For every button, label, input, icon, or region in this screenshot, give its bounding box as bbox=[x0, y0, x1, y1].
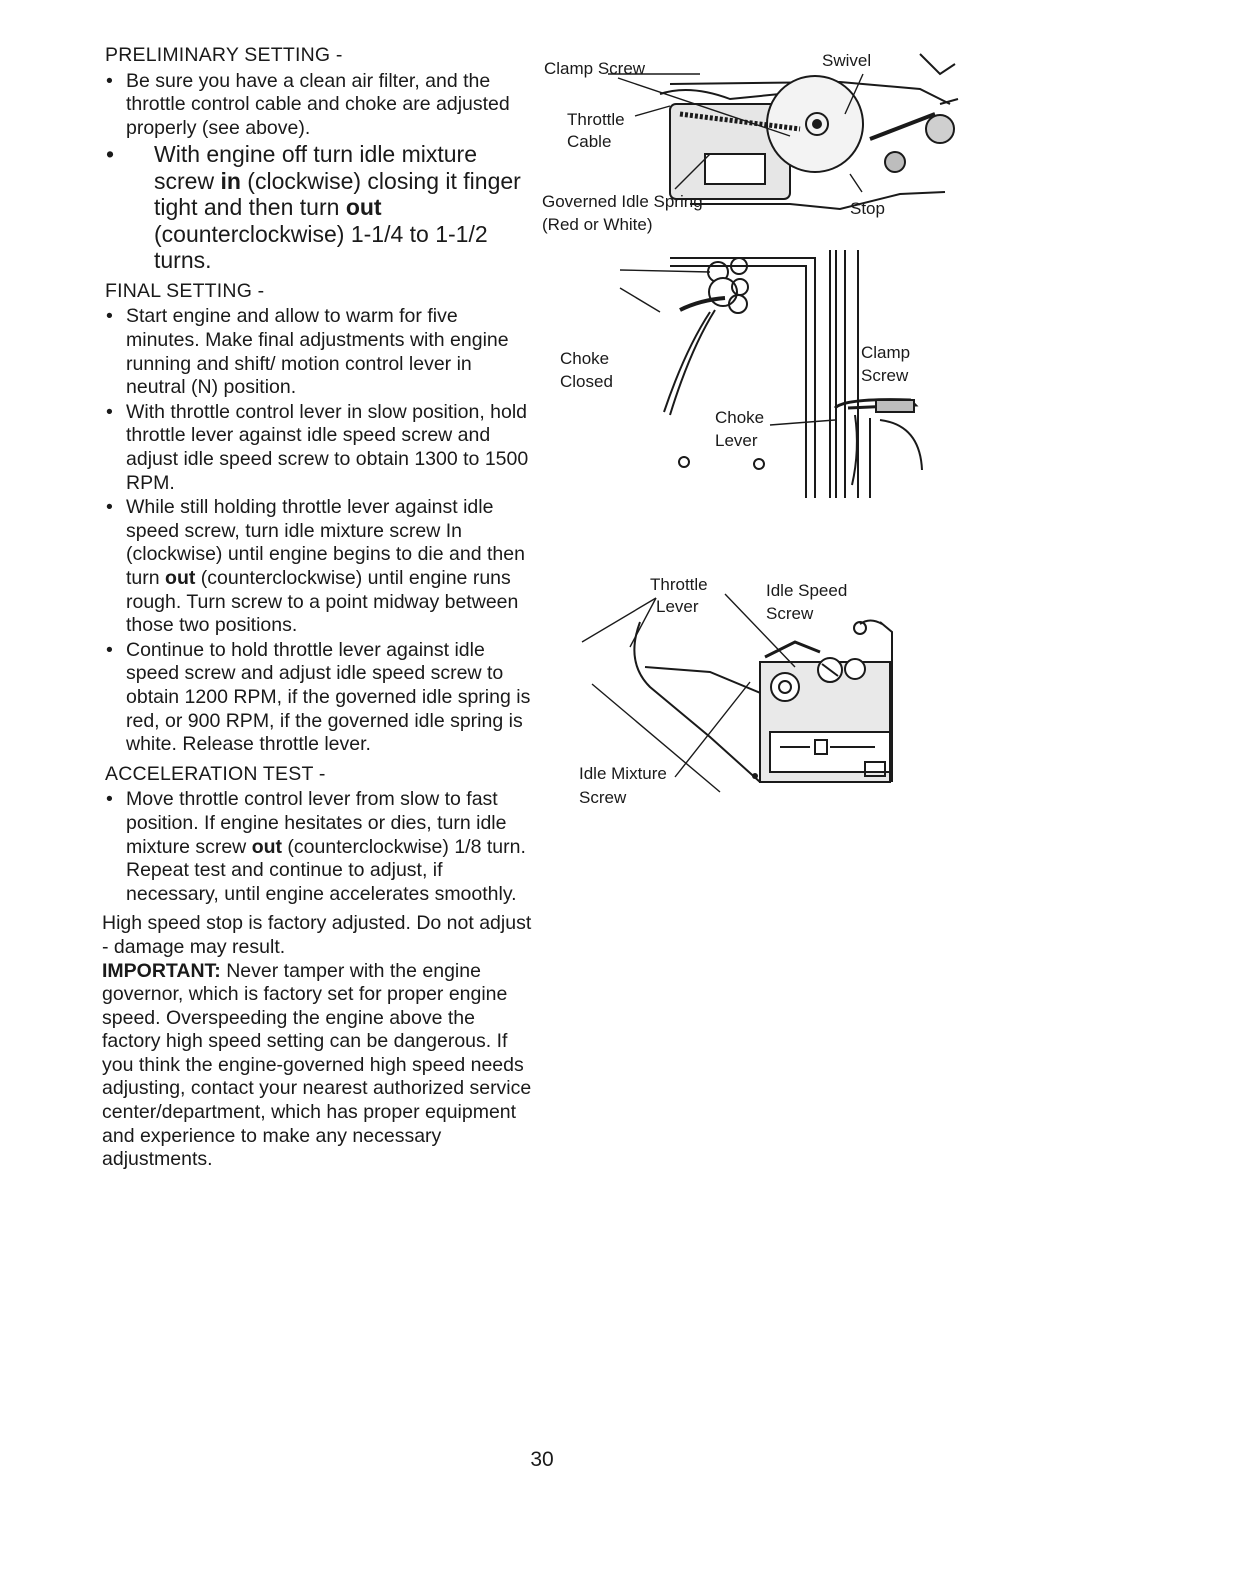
label-stop: Stop bbox=[850, 199, 885, 218]
label-choke-lever-top: Choke bbox=[715, 408, 765, 427]
page-number: 30 bbox=[530, 1448, 554, 1471]
list-item: • While still holding throttle lever against idle speed screw, turn idle mixture screw In (clockwise) until engine begins to die and then turn out (counterclockwise) until engine runs rough. Turn screw to a point midway between those two positions. bbox=[102, 496, 534, 638]
label-throttle: Throttle bbox=[650, 575, 708, 594]
label-clamp-screw: Clamp Screw bbox=[544, 59, 646, 78]
figure-carburetor-linkage bbox=[540, 44, 960, 244]
label-screw-2: Screw bbox=[579, 788, 627, 807]
idle-adjustment-illustration bbox=[570, 572, 910, 812]
label-cable: Cable bbox=[567, 132, 612, 151]
acceleration-list bbox=[102, 788, 534, 906]
label-idle-mixture: Idle Mixture bbox=[579, 764, 667, 783]
label-closed: Closed bbox=[560, 372, 613, 391]
label-governed-idle-spring: Governed Idle Spring bbox=[542, 192, 703, 211]
important-note: IMPORTANT: Never tamper with the engine governor, which is factory set for proper engine speed. Overspeeding the engine above the factory high speed setting can be dangerous. If you think the engine-governed high speed needs adjusting, contact your nearest authorized service center/department, which has proper equipment and experience to make any necessary adjustments. bbox=[102, 959, 532, 1171]
high-speed-note: High speed stop is factory adjusted. Do not adjust - damage may result. bbox=[102, 912, 532, 958]
figure-idle-adjustment bbox=[570, 572, 910, 812]
list-item: • Continue to hold throttle lever against idle speed screw and adjust idle speed screw to obtain 1200 RPM, if the governed idle spring is red, or 900 RPM, if the governed idle spring is white. Release throttle lever. bbox=[102, 639, 534, 757]
figure-choke bbox=[560, 240, 930, 500]
label-swivel: Swivel bbox=[822, 51, 872, 70]
preliminary-list bbox=[102, 70, 534, 274]
list-item: • Start engine and allow to warm for five minutes. Make final adjustments with engine running and shift/ motion control lever in neutral (N) position. bbox=[102, 305, 534, 399]
instructions-column bbox=[102, 44, 534, 1172]
label-lever: Lever bbox=[715, 431, 758, 450]
label-red-or-white: (Red or White) bbox=[542, 215, 653, 234]
final-heading: FINAL SETTING - bbox=[105, 279, 265, 302]
label-idle-speed: Idle Speed bbox=[766, 581, 848, 600]
acceleration-heading: ACCELERATION TEST - bbox=[105, 762, 326, 785]
list-item: • Move throttle control lever from slow to fast position. If engine hesitates or dies, turn idle mixture screw out (counterclockwise) 1/8 turn. Repeat test and continue to adjust, if necessary, until engine accelerates smoothly. bbox=[102, 788, 534, 906]
label-lever: Lever bbox=[656, 597, 699, 616]
final-list bbox=[102, 305, 534, 756]
label-clamp: Clamp bbox=[861, 343, 911, 362]
label-throttle: Throttle bbox=[567, 110, 625, 129]
label-screw: Screw bbox=[861, 366, 909, 385]
preliminary-heading: PRELIMINARY SETTING - bbox=[105, 44, 343, 66]
linkage-illustration bbox=[540, 44, 960, 244]
choke-illustration bbox=[560, 240, 930, 500]
important-label: IMPORTANT: bbox=[102, 959, 221, 982]
list-item: • With engine off turn idle mixture screw in (clockwise) closing it finger tight and then turn out (counterclockwise) 1-1/4 to 1-1/2 turns. bbox=[102, 141, 534, 274]
label-screw: Screw bbox=[766, 604, 814, 623]
label-choke: Choke bbox=[560, 349, 610, 368]
list-item: • Be sure you have a clean air filter, and the throttle control cable and choke are adjusted properly (see above). bbox=[102, 70, 534, 141]
list-item: • With throttle control lever in slow position, hold throttle lever against idle speed screw and adjust idle speed screw to obtain 1300 to 1500 RPM. bbox=[102, 401, 534, 495]
